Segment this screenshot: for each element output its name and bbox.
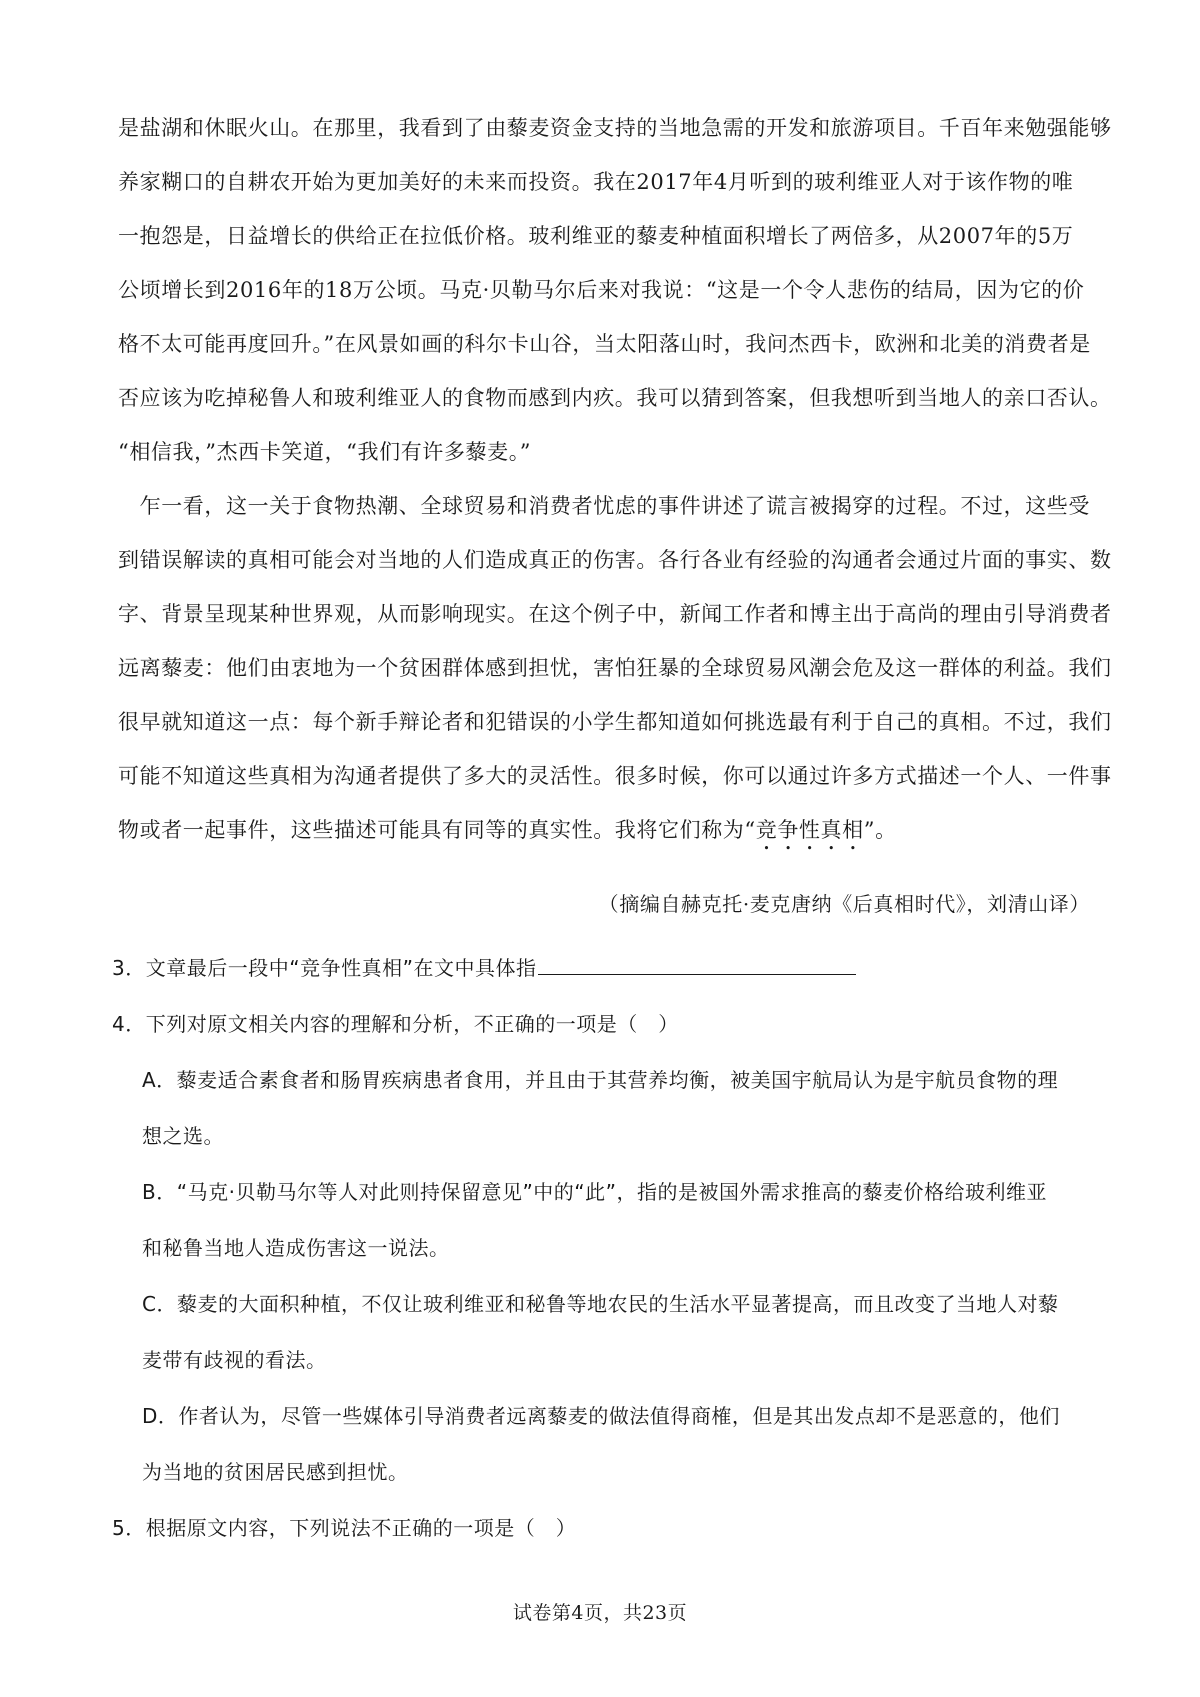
passage-line: 格不太可能再度回升。”在风景如画的科尔卡山谷，当太阳落山时，我问杰西卡，欧洲和北美的消费者是: [118, 332, 1091, 356]
passage-line-prefix: 物或者一起事件，这些描述可能具有同等的真实性。我将它们称为“: [118, 818, 756, 842]
option-a: A．藜麦适合素食者和肠胃疾病患者食用，并且由于其营养均衡，被美国宇航局认为是宇航员食物的理: [142, 1068, 1059, 1092]
option-c: C．藜麦的大面积种植，不仅让玻利维亚和秘鲁等地农民的生活水平显著提高，而且改变了当地人对藜: [142, 1292, 1059, 1316]
passage-line: 字、背景呈现某种世界观，从而影响现实。在这个例子中，新闻工作者和博主出于高尚的理由引导消费者: [118, 602, 1112, 626]
passage-line: 很早就知道这一点：每个新手辩论者和犯错误的小学生都知道如何挑选最有利于自己的真相。不过，我们: [118, 710, 1112, 734]
passage-line: 远离藜麦：他们由衷地为一个贫困群体感到担忧，害怕狂暴的全球贸易风潮会危及这一群体的利益。我们: [118, 656, 1112, 680]
passage-line: “相信我，”杰西卡笑道，“我们有许多藜麦。”: [118, 440, 532, 464]
passage-line: 乍一看，这一关于食物热潮、全球贸易和消费者忧虑的事件讲述了谎言被揭穿的过程。不过，这些受: [118, 494, 1090, 518]
page-footer: 试卷第4页，共23页: [512, 1602, 688, 1624]
passage-line: 可能不知道这些真相为沟通者提供了多大的灵活性。很多时候，你可以通过许多方式描述一个人、一件事: [118, 764, 1112, 788]
option-d: D．作者认为，尽管一些媒体引导消费者远离藜麦的做法值得商榷，但是其出发点却不是恶意的，他们: [142, 1404, 1060, 1428]
passage-line: 到错误解读的真相可能会对当地的人们造成真正的伤害。各行各业有经验的沟通者会通过片面的事实、数: [118, 548, 1112, 572]
question-3-text: 3．文章最后一段中“竞争性真相”在文中具体指: [112, 956, 537, 980]
passage-line: 养家糊口的自耕农开始为更加美好的未来而投资。我在2017年4月听到的玻利维亚人对于该作物的唯: [118, 170, 1074, 194]
passage-line: 是盐湖和休眠火山。在那里，我看到了由藜麦资金支持的当地急需的开发和旅游项目。千百年来勉强能够: [118, 116, 1112, 140]
option-a-continued: 想之选。: [142, 1124, 224, 1148]
passage-line: 公顷增长到2016年的18万公顷。马克·贝勒马尔后来对我说：“这是一个令人悲伤的结局，因为它的价: [118, 278, 1085, 302]
passage-line-suffix: ”。: [863, 818, 897, 842]
question-4: 4．下列对原文相关内容的理解和分析，不正确的一项是（ ）: [112, 1012, 679, 1036]
source-citation: （摘编自赫克托·麦克唐纳《后真相时代》，刘清山译）: [598, 892, 1090, 916]
passage-line: 一抱怨是，日益增长的供给正在拉低价格。玻利维亚的藜麦种植面积增长了两倍多，从2007年的5万: [118, 224, 1074, 248]
question-3: [112, 952, 856, 981]
option-b-continued: 和秘鲁当地人造成伤害这一说法。: [142, 1236, 450, 1260]
passage-last-line: [118, 814, 897, 855]
option-d-continued: 为当地的贫困居民感到担忧。: [142, 1460, 409, 1484]
option-c-continued: 麦带有歧视的看法。: [142, 1348, 327, 1372]
option-b: B．“马克·贝勒马尔等人对此则持保留意见”中的“此”，指的是被国外需求推高的藜麦价格给玻利维亚: [142, 1180, 1048, 1204]
answer-blank[interactable]: [538, 956, 856, 975]
emphasized-term: 竞争性真相: [755, 818, 864, 842]
question-5: 5．根据原文内容，下列说法不正确的一项是（ ）: [112, 1516, 577, 1540]
passage-line: 否应该为吃掉秘鲁人和玻利维亚人的食物而感到内疚。我可以猜到答案，但我想听到当地人的亲口否认。: [118, 386, 1112, 410]
